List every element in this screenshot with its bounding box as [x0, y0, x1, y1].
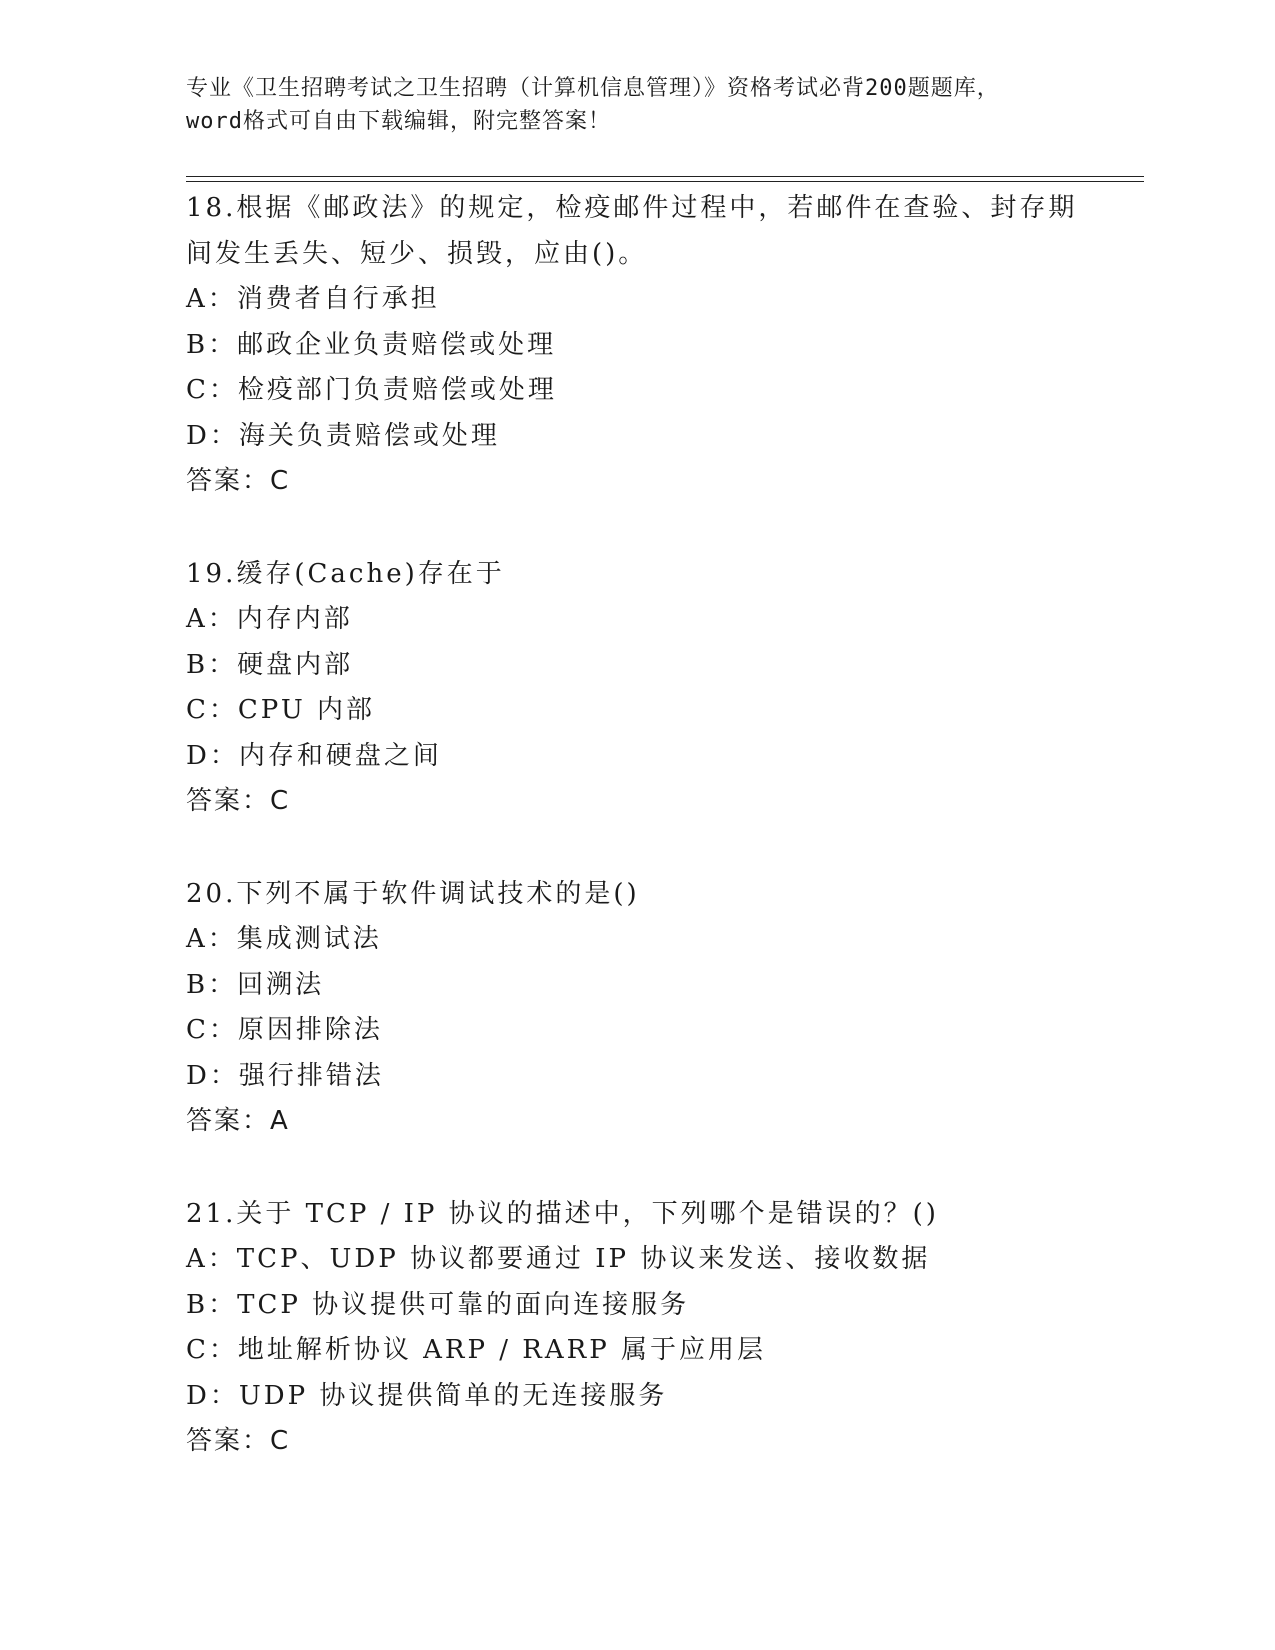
- header-divider-top: [186, 176, 1144, 177]
- option-d: D：海关负责赔偿或处理: [186, 420, 500, 451]
- option-d: D：UDP 协议提供简单的无连接服务: [186, 1380, 668, 1411]
- option-a: A：消费者自行承担: [186, 284, 440, 314]
- header-line-2: word格式可自由下载编辑，附完整答案！: [186, 109, 611, 134]
- document-header: [186, 72, 1106, 138]
- option-b: B：TCP 协议提供可靠的面向连接服务: [186, 1289, 690, 1320]
- option-b: B：回溯法: [186, 969, 325, 1000]
- question-stem: 20.下列不属于软件调试技术的是(): [186, 878, 640, 909]
- question-19: [186, 552, 1126, 825]
- question-stem: 间发生丢失、短少、损毁，应由()。: [186, 238, 648, 269]
- question-stem: 18.根据《邮政法》的规定，检疫邮件过程中，若邮件在查验、封存期: [186, 193, 1078, 223]
- option-a: A：内存内部: [186, 604, 353, 634]
- option-d: D：强行排错法: [186, 1060, 384, 1091]
- answer: 答案：A: [186, 1106, 290, 1136]
- question-stem: 21.关于 TCP / IP 协议的描述中，下列哪个是错误的？(): [186, 1198, 939, 1229]
- option-b: B：硬盘内部: [186, 649, 354, 680]
- answer: 答案：C: [186, 466, 291, 496]
- option-c: C：检疫部门负责赔偿或处理: [186, 375, 557, 405]
- header-divider-bottom: [186, 181, 1144, 182]
- option-a: A：集成测试法: [186, 924, 382, 954]
- question-21: [186, 1192, 1126, 1465]
- option-c: C：CPU 内部: [186, 695, 376, 725]
- option-c: C：地址解析协议 ARP / RARP 属于应用层: [186, 1335, 766, 1365]
- question-list: [186, 186, 1126, 1512]
- option-a: A：TCP、UDP 协议都要通过 IP 协议来发送、接收数据: [186, 1244, 931, 1274]
- answer: 答案：C: [186, 786, 291, 816]
- question-18: [186, 186, 1126, 505]
- header-line-1: 专业《卫生招聘考试之卫生招聘（计算机信息管理）》资格考试必背200题题库，: [186, 76, 1000, 101]
- option-d: D：内存和硬盘之间: [186, 740, 442, 771]
- option-c: C：原因排除法: [186, 1015, 383, 1045]
- option-b: B：邮政企业负责赔偿或处理: [186, 329, 557, 360]
- question-20: [186, 872, 1126, 1145]
- answer: 答案：C: [186, 1426, 291, 1456]
- question-stem: 19.缓存(Cache)存在于: [186, 558, 505, 589]
